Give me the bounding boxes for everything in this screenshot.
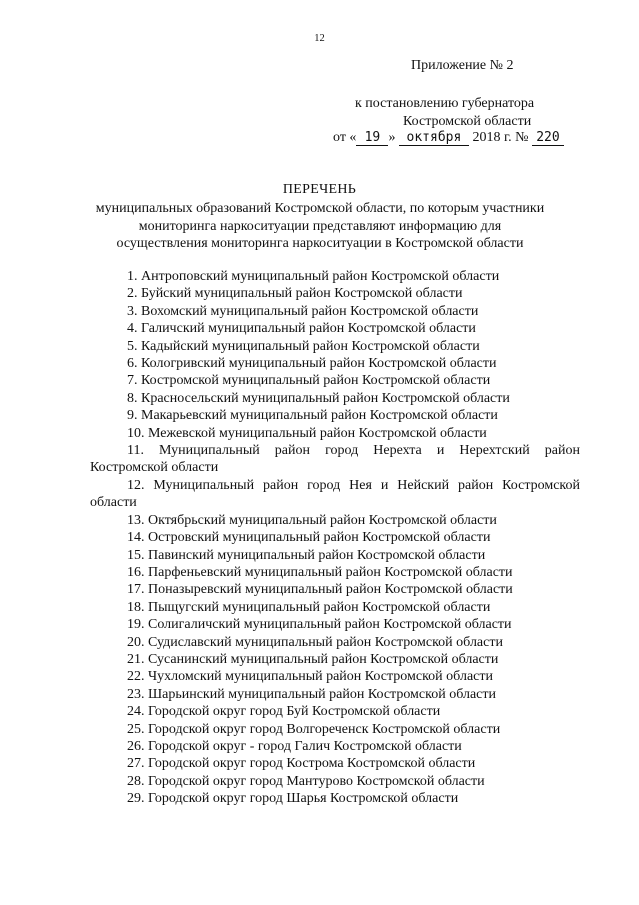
list-item: 7. Костромской муниципальный район Костромской области xyxy=(127,373,491,389)
list-item: 26. Городской округ - город Галич Костромской области xyxy=(127,738,462,754)
document-title: ПЕРЕЧЕНЬ xyxy=(282,182,357,197)
list-item: 10. Межевской муниципальный район Костромской области xyxy=(127,425,487,441)
handwritten-day: 19 xyxy=(356,131,388,146)
resolution-line-2: Костромской области xyxy=(403,114,532,129)
list-item: 5. Кадыйский муниципальный район Костромской области xyxy=(127,338,480,354)
list-item: 6. Кологривский муниципальный район Костромской области xyxy=(127,356,497,372)
list-item: 19. Солигаличский муниципальный район Костромской области xyxy=(127,617,512,633)
list-item: 24. Городской округ город Буй Костромской области xyxy=(127,704,441,720)
list-item: 27. Городской округ город Кострома Костромской области xyxy=(127,756,476,772)
list-item: 4. Галичский муниципальный район Костромской области xyxy=(127,321,476,337)
list-item: 2. Буйский муниципальный район Костромской области xyxy=(127,286,463,302)
appendix-title: Приложение № 2 xyxy=(411,58,514,73)
list-item: 3. Вохомский муниципальный район Костромской области xyxy=(127,303,479,319)
date-mid: » xyxy=(388,130,396,145)
resolution-line-1: к постановлению губернатора xyxy=(355,96,535,111)
municipality-list xyxy=(90,268,580,808)
list-item: 29. Городской округ город Шарья Костромской области xyxy=(127,791,459,807)
list-item: 15. Павинский муниципальный район Костромской области xyxy=(127,547,486,563)
list-item: 11. Муниципальный район город Нерехта и Нерехтский район Костромской области xyxy=(90,443,580,476)
subtitle-line: осуществления мониторинга наркоситуации в Костромской области xyxy=(116,236,524,251)
list-item: 28. Городской округ город Мантурово Костромской области xyxy=(127,773,485,789)
list-item: 12. Муниципальный район город Нея и Нейский район Костромской области xyxy=(90,477,580,511)
list-item: 20. Судиславский муниципальный район Костромской области xyxy=(127,634,503,650)
list-item: 17. Поназыревский муниципальный район Костромской области xyxy=(127,582,513,598)
date-year-text: 2018 г. № xyxy=(472,130,529,145)
list-item: 14. Островский муниципальный район Костромской области xyxy=(127,530,491,546)
subtitle-line: муниципальных образований Костромской области, по которым участники xyxy=(95,201,545,216)
list-item: 16. Парфеньевский муниципальный район Костромской области xyxy=(127,564,513,580)
list-item: 9. Макарьевский муниципальный район Костромской области xyxy=(127,408,498,424)
document-subtitle xyxy=(70,200,570,253)
list-item: 22. Чухломский муниципальный район Костромской области xyxy=(127,669,493,685)
list-item: 8. Красносельский муниципальный район Костромской области xyxy=(127,390,510,406)
list-item: 13. Октябрьский муниципальный район Костромской области xyxy=(127,512,497,528)
date-prefix: от « xyxy=(333,130,357,145)
handwritten-month: октября xyxy=(399,131,469,146)
list-item: 18. Пыщугский муниципальный район Костромской области xyxy=(127,599,491,615)
handwritten-number: 220 xyxy=(532,131,564,146)
list-item: 23. Шарьинский муниципальный район Костромской области xyxy=(127,686,497,702)
list-item: 21. Сусанинский муниципальный район Костромской области xyxy=(127,651,499,667)
resolution-date-line xyxy=(333,130,564,146)
list-item: 1. Антроповский муниципальный район Костромской области xyxy=(127,269,500,284)
list-item: 25. Городской округ город Волгореченск Костромской области xyxy=(127,721,501,737)
subtitle-line: мониторинга наркоситуации представляют информацию для xyxy=(138,218,502,234)
page-number: 12 xyxy=(314,33,325,44)
